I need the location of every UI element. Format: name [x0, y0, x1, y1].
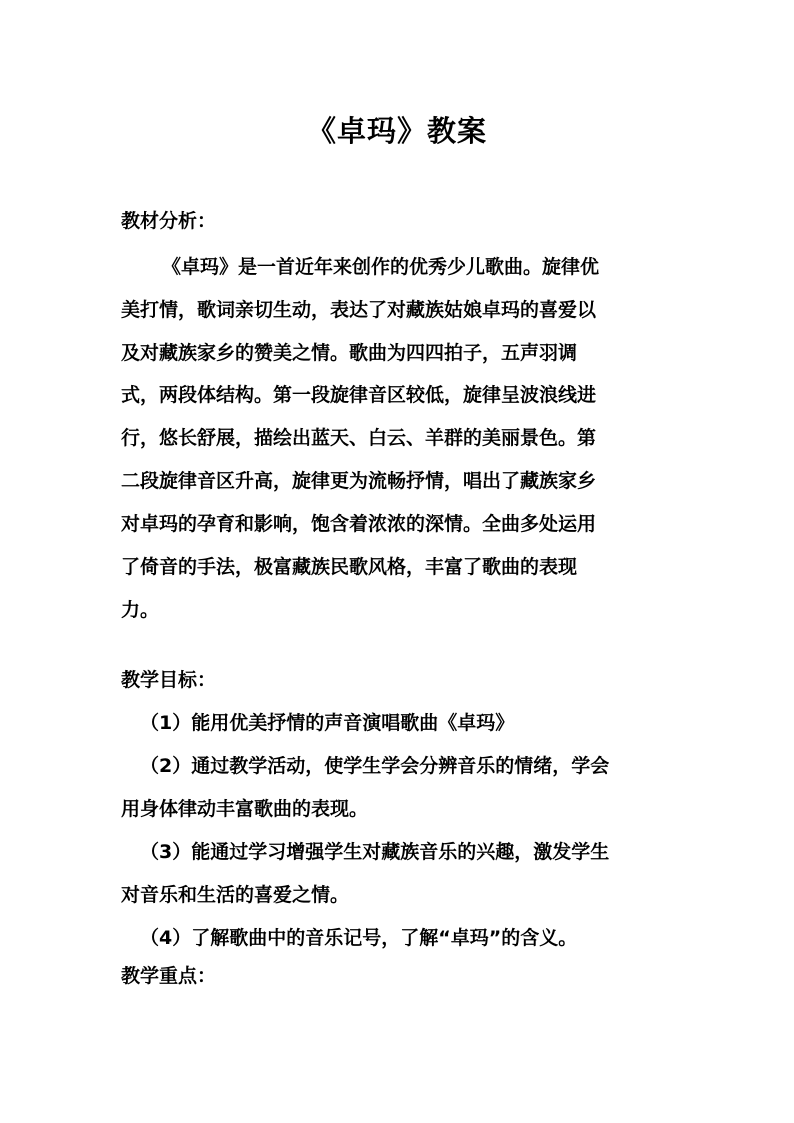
- document-title: 《卓玛》教案: [306, 114, 487, 148]
- objective-item: （1）能用优美抒情的声音演唱歌曲《卓玛》: [140, 712, 515, 734]
- paragraph-line: 二段旋律音区升高，旋律更为流畅抒情，唱出了藏族家乡: [121, 470, 597, 492]
- objective-item: （2）通过教学活动，使学生学会分辨音乐的情绪，学会: [140, 755, 610, 777]
- paragraph-line: 《卓玛》是一首近年来创作的优秀少儿歌曲。旋律优: [162, 256, 600, 278]
- paragraph-line: 美打情，歌词亲切生动，表达了对藏族姑娘卓玛的喜爱以: [121, 299, 597, 321]
- paragraph-line: 力。: [121, 599, 160, 621]
- paragraph-line: 行，悠长舒展，描绘出蓝天、白云、羊群的美丽景色。第: [121, 427, 597, 449]
- objective-item-continuation: 对音乐和生活的喜爱之情。: [121, 884, 350, 906]
- section-heading-objectives: 教学目标：: [121, 669, 217, 691]
- objective-item: （4）了解歌曲中的音乐记号，了解“卓玛”的含义。: [140, 927, 578, 949]
- section-heading-key-points: 教学重点：: [121, 965, 217, 987]
- objective-item-continuation: 用身体律动丰富歌曲的表现。: [121, 798, 369, 820]
- paragraph-line: 式，两段体结构。第一段旋律音区较低，旋律呈波浪线进: [121, 384, 597, 406]
- paragraph-line: 及对藏族家乡的赞美之情。歌曲为四四拍子，五声羽调: [121, 342, 578, 364]
- paragraph-line: 了倚音的手法，极富藏族民歌风格，丰富了歌曲的表现: [121, 556, 578, 578]
- objective-item: （3）能通过学习增强学生对藏族音乐的兴趣，激发学生: [140, 841, 610, 863]
- section-heading-analysis: 教材分析：: [121, 210, 217, 232]
- paragraph-line: 对卓玛的孕育和影响，饱含着浓浓的深情。全曲多处运用: [121, 513, 597, 535]
